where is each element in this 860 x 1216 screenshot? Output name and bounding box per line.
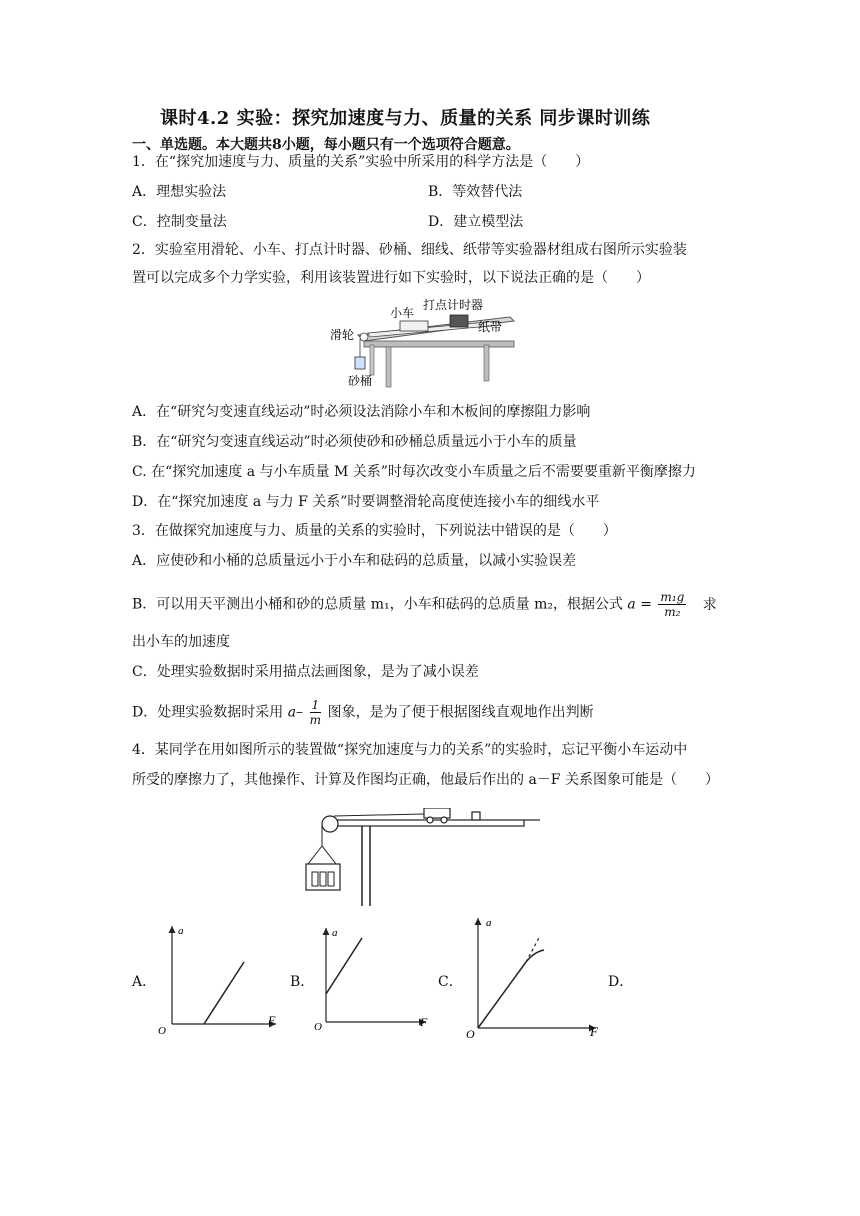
q3-option-a: A．应使砂和小桶的总质量远小于小车和砝码的总质量，以减小实验误差: [132, 553, 577, 569]
graph-c-y-label: a: [486, 917, 492, 929]
q4-option-d-label: D．: [608, 974, 634, 990]
graph-c-x-label: F: [590, 1024, 598, 1039]
q4-graph-c: [462, 912, 604, 1040]
section-heading: 一、单选题。本大题共8小题，每小题只有一个选项符合题意。: [132, 137, 520, 153]
q3-d-formula-fraction: [310, 698, 322, 727]
label-tape: 纸带: [478, 320, 503, 334]
q2-option-d: D．在“探究加速度 a 与力 F 关系”时要调整滑轮高度使连接小车的细线水平: [132, 494, 600, 510]
q2-stem-line2: 置可以完成多个力学实验，利用该装置进行如下实验时，以下说法正确的是（ ）: [132, 270, 650, 286]
q3-option-d-post: 图象，是为了便于根据图线直观地作出判断: [327, 704, 594, 721]
q4-stem-line2: 所受的摩擦力了，其他操作、计算及作图均正确，他最后作出的 a－F 关系图象可能是（ ）: [132, 772, 719, 788]
q3-option-b-cont: 出小车的加速度: [132, 634, 230, 650]
q2-option-a: A．在“研究匀变速直线运动”时必须设法消除小车和木板间的摩擦阻力影响: [132, 404, 591, 420]
q4-stem-line1: 4．某同学在用如图所示的装置做“探究加速度与力的关系”的实验时，忘记平衡小车运动中: [132, 742, 688, 758]
q4-option-a-label: A．: [132, 974, 157, 990]
q2-option-c: C. 在“探究加速度 a 与小车质量 M 关系”时每次改变小车质量之后不需要要重新平衡摩擦力: [132, 464, 696, 480]
q3-option-c: C．处理实验数据时采用描点法画图象，是为了减小误差: [132, 664, 479, 680]
q3-d-formula-denominator: m: [309, 713, 322, 727]
graph-a-origin: O: [158, 1025, 166, 1035]
q1-option-a: A．理想实验法: [132, 184, 227, 200]
q3-formula-numerator: m₁g: [660, 590, 685, 604]
q2-option-b: B．在“研究匀变速直线运动”时必须使砂和砂桶总质量远小于小车的质量: [132, 434, 577, 450]
q3-formula-denominator: m₂: [664, 605, 681, 619]
q3-formula-fraction: [658, 590, 686, 619]
label-timer: 打点计时器: [423, 298, 484, 312]
q1-option-d: D．建立模型法: [428, 214, 524, 230]
q1-option-b: B．等效替代法: [428, 184, 523, 200]
q3-option-b-text: B．可以用天平测出小桶和砂的总质量 m₁，小车和砝码的总质量 m₂，根据公式: [132, 596, 623, 613]
graph-b-x-label: F: [420, 1015, 428, 1029]
label-car: 小车: [390, 306, 415, 320]
q4-graph-a: [152, 920, 282, 1035]
label-bucket: 砂桶: [348, 374, 373, 388]
q2-apparatus-figure: [328, 295, 518, 395]
q4-option-c-label: C．: [438, 974, 463, 990]
graph-b-origin: O: [314, 1021, 322, 1033]
graph-a-x-label: F: [268, 1013, 276, 1027]
q4-option-b-label: B．: [290, 974, 315, 990]
graph-b-y-label: a: [332, 927, 338, 939]
q1-option-c: C．控制变量法: [132, 214, 227, 230]
q3-formula-lhs: a =: [627, 596, 652, 613]
page-title: 课时4.2 实验：探究加速度与力、质量的关系 同步课时训练: [160, 108, 651, 129]
q3-d-formula-a: a–: [287, 704, 304, 721]
q1-stem: 1．在“探究加速度与力、质量的关系”实验中所采用的科学方法是（ ）: [132, 154, 590, 170]
q3-option-b-post: 求: [702, 596, 717, 613]
graph-a-y-label: a: [178, 925, 184, 937]
q4-graph-b: [312, 922, 432, 1034]
q3-option-d: [132, 698, 594, 727]
q3-stem: 3．在做探究加速度与力、质量的关系的实验时，下列说法中错误的是（ ）: [132, 523, 617, 539]
q4-apparatus-figure: [300, 808, 545, 908]
graph-c-origin: O: [466, 1027, 475, 1040]
q2-stem-line1: 2．实验室用滑轮、小车、打点计时器、砂桶、细线、纸带等实验器材组成右图所示实验装: [132, 242, 687, 258]
q3-option-b: [132, 590, 717, 619]
q3-d-formula-numerator: 1: [311, 698, 320, 712]
q3-option-d-text: D．处理实验数据时采用: [132, 704, 284, 721]
label-pulley: 滑轮: [330, 328, 355, 342]
